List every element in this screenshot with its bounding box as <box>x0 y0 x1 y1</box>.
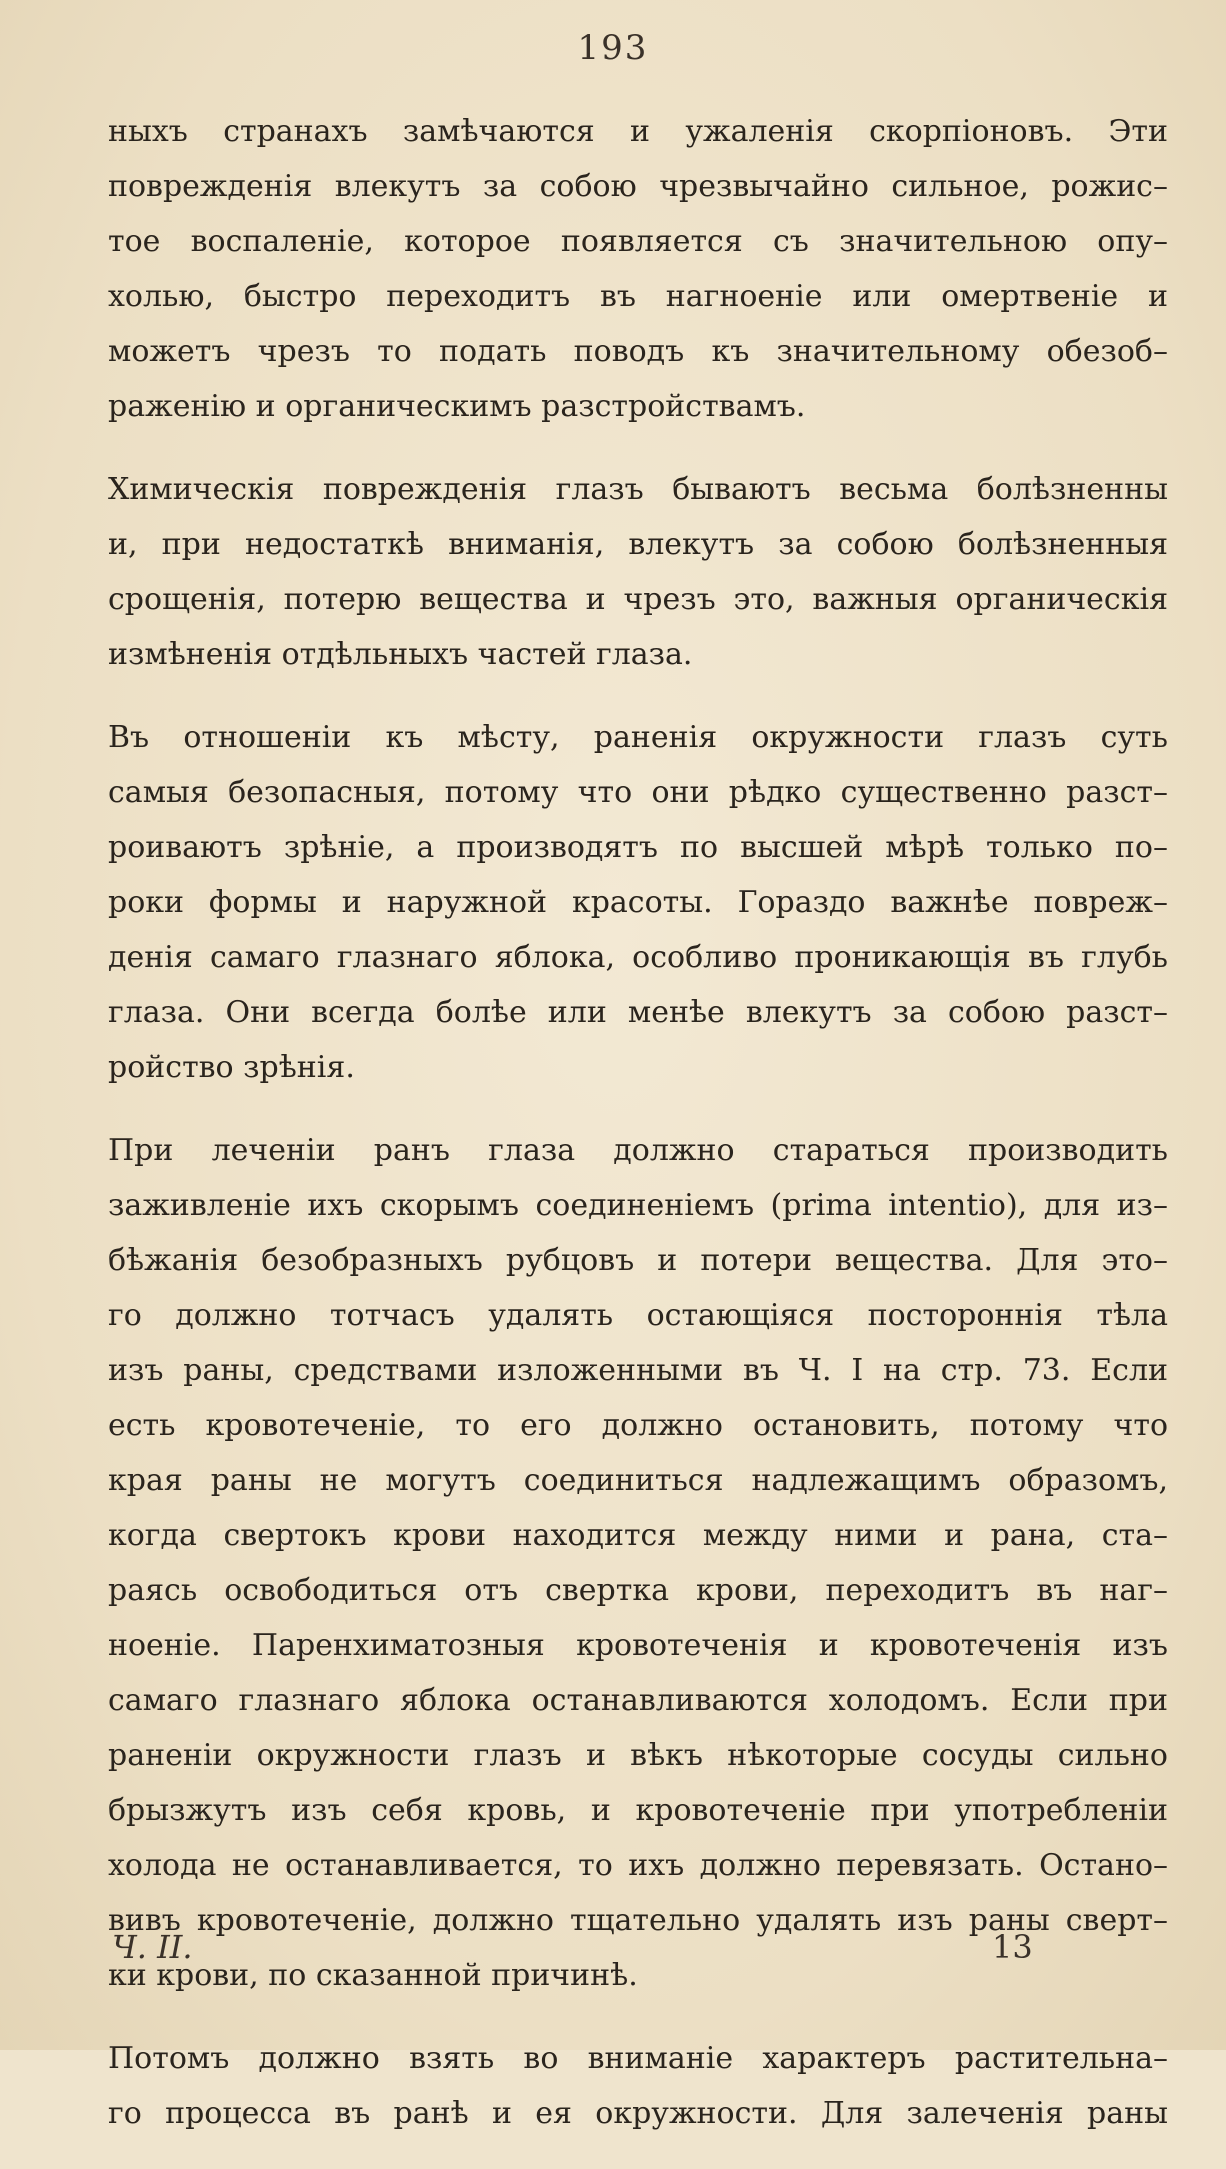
text-line: ройство зрѣнія. <box>108 1050 355 1085</box>
page-number: 193 <box>577 28 649 68</box>
gathering-number: 13 <box>992 1928 1033 1966</box>
text-line: При леченіи ранъ глаза должно стараться производить <box>108 1133 1168 1168</box>
paragraph-3 <box>108 710 1168 1095</box>
text-line: и, при недостаткѣ вниманія, влекутъ за собою болѣзненныя <box>108 527 1168 562</box>
paragraph-2 <box>108 462 1168 682</box>
text-line: вивъ кровотеченіе, должно тщательно удалять изъ раны сверт– <box>108 1903 1168 1938</box>
text-line: срощенія, потерю вещества и чрезъ это, важныя органическія <box>108 582 1168 617</box>
paragraph-1 <box>108 104 1168 434</box>
text-line: Въ отношеніи къ мѣсту, раненія окружности глазъ суть <box>108 720 1168 755</box>
text-line: бѣжанія безобразныхъ рубцовъ и потери вещества. Для это– <box>108 1243 1168 1278</box>
text-line: раясь освободиться отъ свертка крови, переходитъ въ наг– <box>108 1573 1168 1608</box>
text-line: Химическія поврежденія глазъ бываютъ весьма болѣзненны <box>108 472 1168 507</box>
text-line: края раны не могутъ соединиться надлежащимъ образомъ, <box>108 1463 1168 1498</box>
text-line: глаза. Они всегда болѣе или менѣе влекутъ за собою разст– <box>108 995 1168 1030</box>
text-line: изъ раны, средствами изложенными въ Ч. I на стр. 73. Если <box>108 1353 1168 1388</box>
text-line: ныхъ странахъ замѣчаются и ужаленія скорпіоновъ. Эти <box>108 114 1168 149</box>
text-line: го процесса въ ранѣ и ея окружности. Для залеченія раны <box>108 2096 1168 2131</box>
paragraph-4 <box>108 1123 1168 2003</box>
text-line: ноеніе. Паренхиматозныя кровотеченія и кровотеченія изъ <box>108 1628 1168 1663</box>
text-line: роки формы и наружной красоты. Гораздо важнѣе повреж– <box>108 885 1168 920</box>
paragraph-5 <box>108 2031 1168 2141</box>
text-line: тое воспаленіе, которое появляется съ значительною опу– <box>108 224 1168 259</box>
text-line: го должно тотчасъ удалять остающіяся постороннія тѣла <box>108 1298 1168 1333</box>
text-line: когда свертокъ крови находится между ними и рана, ста– <box>108 1518 1168 1553</box>
text-line: холода не останавливается, то ихъ должно перевязать. Остано– <box>108 1848 1168 1883</box>
text-line: холью, быстро переходитъ въ нагноеніе или омертвеніе и <box>108 279 1168 314</box>
text-line: заживленіе ихъ скорымъ соединеніемъ (prima intentio), для из– <box>108 1188 1168 1223</box>
signature-mark: Ч. II. <box>112 1928 193 1966</box>
text-line: есть кровотеченіе, то его должно остановить, потому что <box>108 1408 1168 1443</box>
text-line: самаго глазнаго яблока останавливаются холодомъ. Если при <box>108 1683 1168 1718</box>
text-line: можетъ чрезъ то подать поводъ къ значительному обезоб– <box>108 334 1168 369</box>
text-line: роиваютъ зрѣніе, а производятъ по высшей мѣрѣ только по– <box>108 830 1168 865</box>
text-line: Потомъ должно взять во вниманіе характеръ растительна– <box>108 2041 1168 2076</box>
body-text <box>108 104 1168 2169</box>
text-line: брызжутъ изъ себя кровь, и кровотеченіе при употребленіи <box>108 1793 1168 1828</box>
text-line: раженію и органическимъ разстройствамъ. <box>108 389 806 424</box>
text-line: раненіи окружности глазъ и вѣкъ нѣкоторые сосуды сильно <box>108 1738 1168 1773</box>
text-line: поврежденія влекутъ за собою чрезвычайно сильное, рожис– <box>108 169 1168 204</box>
text-line: денія самаго глазнаго яблока, особливо проникающія въ глубь <box>108 940 1168 975</box>
text-line: самыя безопасныя, потому что они рѣдко существенно разст– <box>108 775 1168 810</box>
text-line: измѣненія отдѣльныхъ частей глаза. <box>108 637 693 672</box>
text-line: ки крови, по сказанной причинѣ. <box>108 1958 638 1993</box>
